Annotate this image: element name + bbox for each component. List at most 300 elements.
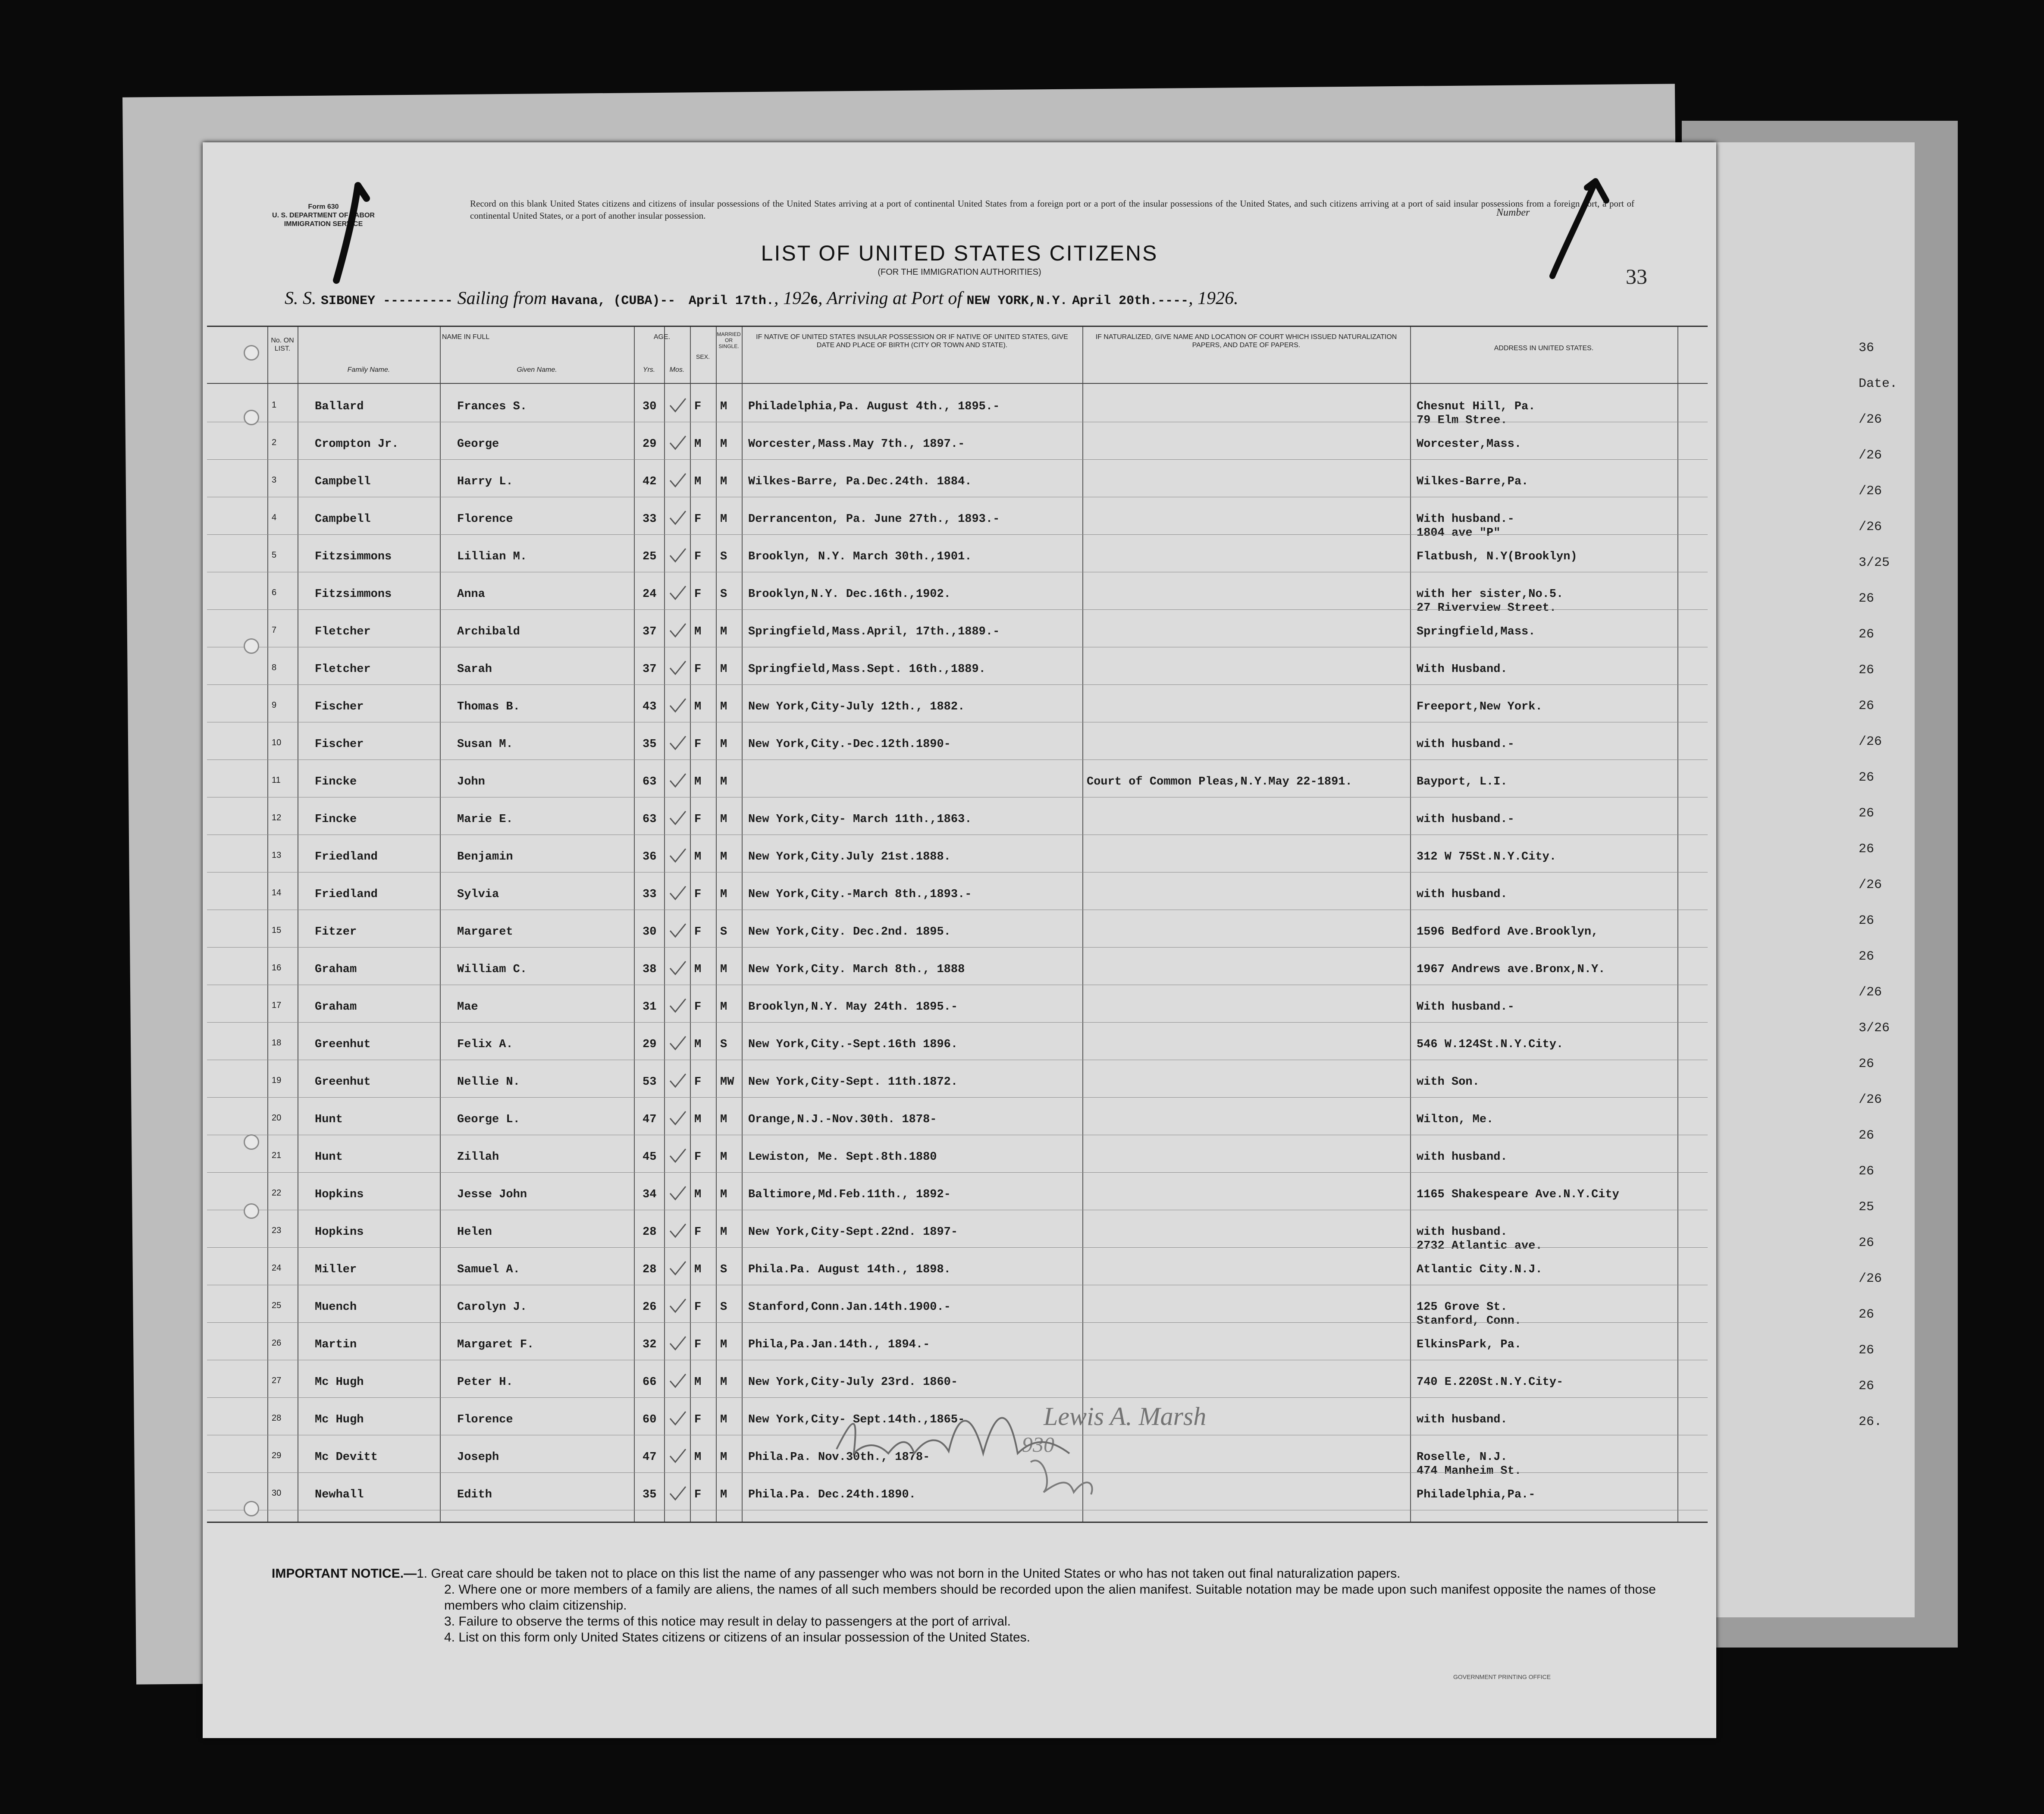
cell-given: Samuel A. xyxy=(457,1263,520,1276)
cell-family: Ballard xyxy=(315,400,364,413)
cell-no: 16 xyxy=(272,963,282,973)
check-mark-icon xyxy=(668,697,687,713)
cell-age: 31 xyxy=(643,1001,657,1014)
side-note: 26 xyxy=(1859,949,1875,964)
cell-family: Fischer xyxy=(315,700,364,713)
header-age: AGE. xyxy=(653,333,671,341)
cell-given: Benjamin xyxy=(457,851,513,863)
cell-addr: 1596 Bedford Ave.Brooklyn, xyxy=(1417,926,1599,938)
cell-addr: Bayport, L.I. xyxy=(1417,775,1508,788)
cell-given: George xyxy=(457,438,499,451)
check-mark-icon xyxy=(668,509,687,526)
form-number: Form 630 xyxy=(308,203,339,210)
cell-addr: Roselle, N.J. xyxy=(1417,1451,1508,1464)
cell-birth: New York,City. March 8th., 1888 xyxy=(748,963,965,976)
row-rule xyxy=(207,1097,1708,1098)
cell-ms: S xyxy=(720,550,727,563)
cell-addr: Chesnut Hill, Pa. xyxy=(1417,400,1536,413)
cell-sex: F xyxy=(694,1413,702,1426)
check-mark-icon xyxy=(668,1222,687,1239)
cell-age: 28 xyxy=(643,1226,657,1239)
check-mark-icon xyxy=(668,397,687,413)
cell-age: 29 xyxy=(643,438,657,451)
printing-office-mark: GOVERNMENT PRINTING OFFICE xyxy=(1453,1673,1551,1680)
arriving-label: , Arriving at Port of xyxy=(818,289,962,308)
cell-birth: Phila.Pa. Dec.24th.1890. xyxy=(748,1488,916,1501)
cell-addr2: Stanford, Conn. xyxy=(1417,1315,1522,1328)
cell-no: 7 xyxy=(272,625,277,635)
cell-sex: M xyxy=(694,963,702,976)
cell-addr2: 79 Elm Stree. xyxy=(1417,414,1508,427)
side-note: /26 xyxy=(1859,985,1882,1000)
cell-no: 15 xyxy=(272,926,282,935)
cell-birth: New York,City.-March 8th.,1893.- xyxy=(748,888,972,901)
cell-birth: New York,City-July 23rd. 1860- xyxy=(748,1376,958,1389)
cell-given: Marie E. xyxy=(457,813,513,826)
header-address: ADDRESS IN UNITED STATES. xyxy=(1494,345,1594,352)
cell-ms: S xyxy=(720,1263,727,1276)
cell-given: Sylvia xyxy=(457,888,499,901)
cell-no: 1 xyxy=(272,400,277,410)
header-rule xyxy=(207,383,1708,384)
cell-birth: New York,City.-Dec.12th.1890- xyxy=(748,738,951,751)
cell-sex: M xyxy=(694,475,702,488)
table-row xyxy=(207,917,1708,950)
cell-age: 66 xyxy=(643,1376,657,1389)
row-rule xyxy=(207,1172,1708,1173)
check-mark-icon xyxy=(668,1185,687,1201)
cell-family: Friedland xyxy=(315,888,378,901)
cell-ms: M xyxy=(720,1488,727,1501)
cell-addr: With husband.- xyxy=(1417,513,1514,526)
check-mark-icon xyxy=(668,1372,687,1389)
cell-ms: M xyxy=(720,1338,727,1351)
cell-given: Margaret xyxy=(457,926,513,938)
check-mark-icon xyxy=(668,997,687,1014)
table-row xyxy=(207,579,1708,615)
header-yrs: Yrs. xyxy=(643,366,655,373)
cell-age: 26 xyxy=(643,1301,657,1314)
header-name-in-full: NAME IN FULL xyxy=(442,333,490,341)
row-rule xyxy=(207,609,1708,610)
cell-age: 35 xyxy=(643,738,657,751)
cell-sex: M xyxy=(694,700,702,713)
cell-ms: MW xyxy=(720,1076,734,1089)
year-prefix: , 192 xyxy=(774,289,810,308)
side-note: /26 xyxy=(1859,1271,1882,1286)
cell-no: 2 xyxy=(272,438,277,447)
punch-hole xyxy=(244,410,259,425)
table-row xyxy=(207,729,1708,763)
side-note: 26 xyxy=(1859,1128,1875,1143)
cell-ms: M xyxy=(720,1188,727,1201)
cell-family: Fischer xyxy=(315,738,364,751)
notice-item-3: 3. Failure to observe the terms of this notice may result in delay to passengers at the port of arrival. xyxy=(444,1614,1011,1629)
document-title: LIST OF UNITED STATES CITIZENS xyxy=(761,241,1158,265)
notice-item-1: 1. Great care should be taken not to place on this list the name of any passenger who was not born in the United States or who has not taken out final naturalization papers. xyxy=(417,1566,1401,1581)
cell-addr: 1165 Shakespeare Ave.N.Y.City xyxy=(1417,1188,1619,1201)
cell-family: Fletcher xyxy=(315,625,371,638)
cell-no: 11 xyxy=(272,775,281,785)
cell-given: Harry L. xyxy=(457,475,513,488)
side-note: 26 xyxy=(1859,1379,1875,1393)
cell-birth: Brooklyn, N.Y. March 30th.,1901. xyxy=(748,550,972,563)
cell-addr: 546 W.124St.N.Y.City. xyxy=(1417,1038,1564,1051)
cell-sex: F xyxy=(694,400,702,413)
cell-sex: M xyxy=(694,438,702,451)
side-note: /26 xyxy=(1859,412,1882,427)
cell-family: Campbell xyxy=(315,513,371,526)
signature-number: 930 xyxy=(1022,1432,1054,1456)
cell-sex: F xyxy=(694,888,702,901)
cell-age: 53 xyxy=(643,1076,657,1089)
check-mark-icon xyxy=(668,1447,687,1464)
cell-addr: with husband.- xyxy=(1417,738,1514,751)
cell-family: Greenhut xyxy=(315,1076,371,1089)
cell-birth: Brooklyn,N.Y. May 24th. 1895.- xyxy=(748,1001,958,1014)
page-number: 33 xyxy=(1626,264,1647,289)
cell-sex: M xyxy=(694,1263,702,1276)
cell-ms: M xyxy=(720,1001,727,1014)
cell-addr2: 1804 ave "P" xyxy=(1417,527,1501,540)
arrival-year: , 1926. xyxy=(1188,289,1238,308)
row-rule xyxy=(207,684,1708,685)
cell-sex: F xyxy=(694,926,702,938)
check-mark-icon xyxy=(668,622,687,638)
cell-addr: Worcester,Mass. xyxy=(1417,438,1522,451)
punch-hole xyxy=(244,1203,259,1219)
cell-family: Fincke xyxy=(315,813,357,826)
cell-birth: Phila,Pa.Jan.14th., 1894.- xyxy=(748,1338,930,1351)
cell-sex: F xyxy=(694,813,702,826)
table-row xyxy=(207,842,1708,875)
cell-sex: M xyxy=(694,1038,702,1051)
row-rule xyxy=(207,1022,1708,1023)
check-mark-icon xyxy=(668,1335,687,1351)
cell-ms: M xyxy=(720,1113,727,1126)
table-row xyxy=(207,429,1708,462)
side-note: 26 xyxy=(1859,913,1875,928)
cell-given: Archibald xyxy=(457,625,520,638)
cell-addr: Philadelphia,Pa.- xyxy=(1417,1488,1536,1501)
cell-ms: M xyxy=(720,1413,727,1426)
signature-text: Lewis A. Marsh xyxy=(1044,1402,1207,1431)
cell-no: 18 xyxy=(272,1038,282,1048)
cell-family: Mc Devitt xyxy=(315,1451,378,1464)
cell-age: 60 xyxy=(643,1413,657,1426)
header-given-name: Given Name. xyxy=(517,366,557,373)
cell-family: Graham xyxy=(315,963,357,976)
cell-given: Joseph xyxy=(457,1451,499,1464)
number-label: Number xyxy=(1496,207,1530,218)
cell-ms: M xyxy=(720,513,727,526)
cell-ms: M xyxy=(720,813,727,826)
cell-birth: Lewiston, Me. Sept.8th.1880 xyxy=(748,1151,937,1164)
table-row xyxy=(207,504,1708,540)
cell-addr: with husband. xyxy=(1417,888,1508,901)
cell-age: 25 xyxy=(643,550,657,563)
cell-age: 33 xyxy=(643,513,657,526)
table-row xyxy=(207,654,1708,687)
sailing-date: April 17th. xyxy=(688,294,774,308)
cell-sex: F xyxy=(694,1076,702,1089)
header-family-name: Family Name. xyxy=(347,366,390,373)
table-row xyxy=(207,1142,1708,1175)
cell-age: 38 xyxy=(643,963,657,976)
cell-age: 43 xyxy=(643,700,657,713)
table-row xyxy=(207,467,1708,500)
header-naturalization: IF NATURALIZED, GIVE NAME AND LOCATION OF COURT WHICH ISSUED NATURALIZATION PAPERS, AND DATE OF PAPERS. xyxy=(1095,333,1397,349)
table-row xyxy=(207,1180,1708,1213)
cell-ms: M xyxy=(720,475,727,488)
cell-ms: M xyxy=(720,438,727,451)
cell-birth: Phila.Pa. Nov.30th., 1878- xyxy=(748,1451,930,1464)
cell-age: 63 xyxy=(643,813,657,826)
punch-hole xyxy=(244,1501,259,1516)
side-note: 3/26 xyxy=(1859,1021,1890,1036)
cell-ms: M xyxy=(720,700,727,713)
cell-family: Martin xyxy=(315,1338,357,1351)
cell-addr: 125 Grove St. xyxy=(1417,1301,1508,1314)
cell-no: 14 xyxy=(272,888,282,898)
cell-birth: Worcester,Mass.May 7th., 1897.- xyxy=(748,438,965,451)
cell-given: Edith xyxy=(457,1488,492,1501)
side-note: 26 xyxy=(1859,770,1875,785)
cell-no: 13 xyxy=(272,851,282,860)
cell-age: 30 xyxy=(643,400,657,413)
cell-age: 47 xyxy=(643,1451,657,1464)
cell-addr: 1967 Andrews ave.Bronx,N.Y. xyxy=(1417,963,1605,976)
cell-addr: with Son. xyxy=(1417,1076,1480,1089)
cell-given: Thomas B. xyxy=(457,700,520,713)
cell-family: Hopkins xyxy=(315,1226,364,1239)
cell-addr: Wilton, Me. xyxy=(1417,1113,1494,1126)
check-mark-icon xyxy=(668,1110,687,1126)
cell-family: Miller xyxy=(315,1263,357,1276)
cell-birth: New York,City- March 11th.,1863. xyxy=(748,813,972,826)
cell-addr2: 27 Riverview Street. xyxy=(1417,602,1557,615)
cell-ms: S xyxy=(720,588,727,601)
check-mark-icon xyxy=(668,772,687,788)
ship-prefix: S. S. xyxy=(285,289,317,308)
side-note: 26 xyxy=(1859,842,1875,857)
cell-birth: New York,City.-Sept.16th 1896. xyxy=(748,1038,958,1051)
check-mark-icon xyxy=(668,1485,687,1501)
cell-family: Mc Hugh xyxy=(315,1413,364,1426)
cell-sex: M xyxy=(694,775,702,788)
header-no: No. ON LIST. xyxy=(271,337,294,352)
notice-lead: IMPORTANT NOTICE.— xyxy=(272,1566,417,1581)
table-row xyxy=(207,1255,1708,1288)
check-mark-icon xyxy=(668,810,687,826)
cell-ms: S xyxy=(720,1301,727,1314)
cell-given: Jesse John xyxy=(457,1188,527,1201)
cell-family: Muench xyxy=(315,1301,357,1314)
side-note: 26 xyxy=(1859,1164,1875,1179)
side-note: 3/25 xyxy=(1859,555,1890,570)
cell-given: Florence xyxy=(457,1413,513,1426)
ship-name: SIBONEY --------- xyxy=(321,294,453,308)
sailing-year-digit: 6 xyxy=(810,294,818,308)
cell-birth: New York,City- Sept.14th.,1865- xyxy=(748,1413,965,1426)
row-rule xyxy=(207,534,1708,535)
cell-no: 19 xyxy=(272,1076,282,1085)
cell-sex: F xyxy=(694,513,702,526)
side-note: 25 xyxy=(1859,1200,1875,1215)
cell-birth: New York,City-Sept. 11th.1872. xyxy=(748,1076,958,1089)
cell-addr: with husband. xyxy=(1417,1413,1508,1426)
cell-no: 29 xyxy=(272,1451,282,1460)
header-married-or-single: MARRIED OR SINGLE. xyxy=(717,331,741,349)
document-subtitle: (FOR THE IMMIGRATION AUTHORITIES) xyxy=(878,267,1041,277)
cell-addr: 740 E.220St.N.Y.City- xyxy=(1417,1376,1564,1389)
important-notice xyxy=(272,1566,1673,1645)
row-rule xyxy=(207,759,1708,760)
cell-ms: M xyxy=(720,1151,727,1164)
side-note: /26 xyxy=(1859,520,1882,534)
cell-no: 9 xyxy=(272,700,277,710)
side-note: /26 xyxy=(1859,734,1882,749)
check-mark-icon xyxy=(668,472,687,488)
cell-family: Hopkins xyxy=(315,1188,364,1201)
cell-age: 24 xyxy=(643,588,657,601)
cell-sex: F xyxy=(694,1151,702,1164)
cell-sex: M xyxy=(694,1113,702,1126)
check-mark-icon xyxy=(668,1260,687,1276)
cell-birth: Stanford,Conn.Jan.14th.1900.- xyxy=(748,1301,951,1314)
cell-addr: with husband. xyxy=(1417,1151,1508,1164)
side-note: 26 xyxy=(1859,1057,1875,1071)
check-mark-icon xyxy=(668,922,687,938)
side-note: 26 xyxy=(1859,699,1875,713)
cell-nat: Court of Common Pleas,N.Y.May 22-1891. xyxy=(1087,775,1352,788)
cell-no: 30 xyxy=(272,1488,282,1498)
table-row xyxy=(207,542,1708,575)
cell-no: 23 xyxy=(272,1226,282,1235)
cell-no: 26 xyxy=(272,1338,282,1348)
side-note: 36 xyxy=(1859,341,1875,355)
cell-age: 63 xyxy=(643,775,657,788)
table-row xyxy=(207,392,1708,425)
cell-sex: M xyxy=(694,1188,702,1201)
department-name: U. S. DEPARTMENT OF LABOR xyxy=(272,212,375,219)
check-mark-icon xyxy=(668,659,687,676)
cell-sex: M xyxy=(694,625,702,638)
sailing-port: Havana, (CUBA)-- xyxy=(551,294,676,308)
sailing-label: Sailing from xyxy=(457,289,547,308)
cell-addr: ElkinsPark, Pa. xyxy=(1417,1338,1522,1351)
cell-age: 36 xyxy=(643,851,657,863)
cell-given: Sarah xyxy=(457,663,492,676)
check-mark-icon xyxy=(668,434,687,451)
cell-no: 10 xyxy=(272,738,282,747)
cell-ms: M xyxy=(720,625,727,638)
header-sex: SEX. xyxy=(696,353,710,360)
cell-ms: M xyxy=(720,888,727,901)
cell-addr: Flatbush, N.Y(Brooklyn) xyxy=(1417,550,1577,563)
cell-given: Zillah xyxy=(457,1151,499,1164)
cell-given: Mae xyxy=(457,1001,478,1014)
service-name: IMMIGRATION SERVICE xyxy=(284,220,363,228)
cell-addr: Freeport,New York. xyxy=(1417,700,1542,713)
cell-birth: Wilkes-Barre, Pa.Dec.24th. 1884. xyxy=(748,475,972,488)
side-note: 26 xyxy=(1859,806,1875,821)
cell-given: Susan M. xyxy=(457,738,513,751)
arrival-date: April 20th.---- xyxy=(1072,294,1189,308)
table-row xyxy=(207,1217,1708,1250)
cell-given: Florence xyxy=(457,513,513,526)
cell-birth: Phila.Pa. August 14th., 1898. xyxy=(748,1263,951,1276)
cell-given: Peter H. xyxy=(457,1376,513,1389)
row-rule xyxy=(207,947,1708,948)
cell-no: 17 xyxy=(272,1001,282,1010)
cell-addr: with husband. xyxy=(1417,1226,1508,1239)
cell-sex: M xyxy=(694,1451,702,1464)
table-row xyxy=(207,1105,1708,1138)
cell-age: 35 xyxy=(643,1488,657,1501)
cell-addr: With Husband. xyxy=(1417,663,1508,676)
cell-age: 45 xyxy=(643,1151,657,1164)
cell-sex: F xyxy=(694,1301,702,1314)
cell-family: Fitzsimmons xyxy=(315,550,392,563)
notice-item-2: 2. Where one or more members of a family are aliens, the names of all such members should be recorded upon the alien manifest. Suitable notation may be made upon such manifest opposite the names of those members who claim citizenship. xyxy=(444,1582,1656,1613)
cell-no: 22 xyxy=(272,1188,282,1198)
cell-no: 28 xyxy=(272,1413,282,1423)
check-mark-icon xyxy=(668,1297,687,1314)
side-note: 26 xyxy=(1859,1307,1875,1322)
table-row xyxy=(207,879,1708,913)
cell-no: 4 xyxy=(272,513,277,522)
passenger-table xyxy=(207,326,1708,1523)
check-mark-icon xyxy=(668,1147,687,1164)
cell-given: Nellie N. xyxy=(457,1076,520,1089)
cell-given: Lillian M. xyxy=(457,550,527,563)
cell-birth: New York,City. Dec.2nd. 1895. xyxy=(748,926,951,938)
cell-birth: New York,City-Sept.22nd. 1897- xyxy=(748,1226,958,1239)
cell-given: Anna xyxy=(457,588,485,601)
cell-sex: F xyxy=(694,1001,702,1014)
cell-ms: M xyxy=(720,1451,727,1464)
cell-no: 6 xyxy=(272,588,277,597)
check-mark-icon xyxy=(668,584,687,601)
back-sheet-right-inner xyxy=(1708,142,1915,1617)
cell-given: Helen xyxy=(457,1226,492,1239)
cell-birth: Philadelphia,Pa. August 4th., 1895.- xyxy=(748,400,1000,413)
cell-sex: M xyxy=(694,1376,702,1389)
row-rule xyxy=(207,459,1708,460)
cell-no: 12 xyxy=(272,813,282,822)
punch-hole xyxy=(244,345,259,361)
cell-sex: F xyxy=(694,1226,702,1239)
cell-birth: Springfield,Mass.April, 17th.,1889.- xyxy=(748,625,1000,638)
side-note: 26 xyxy=(1859,591,1875,606)
table-row xyxy=(207,954,1708,988)
cell-addr: with her sister,No.5. xyxy=(1417,588,1564,601)
cell-addr: Atlantic City.N.J. xyxy=(1417,1263,1542,1276)
cell-sex: F xyxy=(694,550,702,563)
cell-ms: M xyxy=(720,400,727,413)
cell-age: 34 xyxy=(643,1188,657,1201)
cell-age: 30 xyxy=(643,926,657,938)
cell-given: Carolyn J. xyxy=(457,1301,527,1314)
cell-family: Hunt xyxy=(315,1113,343,1126)
cell-given: Felix A. xyxy=(457,1038,513,1051)
cell-family: Hunt xyxy=(315,1151,343,1164)
cell-family: Fitzsimmons xyxy=(315,588,392,601)
cell-addr: 312 W 75St.N.Y.City. xyxy=(1417,851,1557,863)
cell-family: Mc Hugh xyxy=(315,1376,364,1389)
cell-given: Frances S. xyxy=(457,400,527,413)
